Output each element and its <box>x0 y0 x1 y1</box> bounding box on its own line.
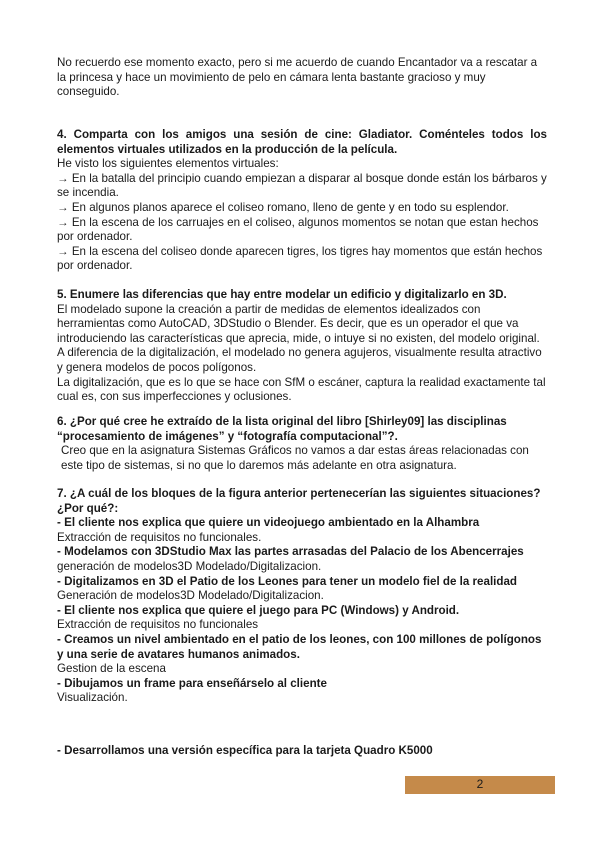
question-5-paragraph-2: La digitalización, que es lo que se hace con SfM o escáner, captura la realidad exactamente tal cual es, con sus imperfecciones y oclusiones. <box>57 375 546 404</box>
question-4-item: → En la escena de los carruajes en el coliseo, algunos momentos se notan que estan hechos por ordenador. <box>57 215 539 244</box>
question-4-item: → En la escena del coliseo donde aparecen tigres, los tigres hay momentos que están hechos por ordenador. <box>57 244 543 273</box>
question-4-item: → En algunos planos aparece el coliseo romano, lleno de gente y en todo su esplendor. <box>57 200 509 214</box>
question-7-section <box>57 487 547 706</box>
question-7-answer: Visualización. <box>57 691 128 705</box>
question-4-item: → En la batalla del principio cuando empiezan a disparar al bosque donde están los bárbaros y se incendia. <box>57 171 547 200</box>
question-4-section <box>57 128 547 274</box>
question-4-title: 4. Comparta con los amigos una sesión de cine: Gladiator. Coménteles todos los elementos virtuales utilizados en la producción de la película. <box>57 128 547 156</box>
intro-text: No recuerdo ese momento exacto, pero si me acuerdo de cuando Encantador va a rescatar a la princesa y hace un movimiento de pelo en cámara lenta bastante gracioso y muy conseguido. <box>57 56 538 99</box>
question-5-title: 5. Enumere las diferencias que hay entre modelar un edificio y digitalizarlo en 3D. <box>57 288 507 301</box>
question-7-situation: - Dibujamos un frame para enseñárselo al cliente <box>57 676 327 690</box>
question-6-title: 6. ¿Por qué cree he extraído de la lista original del libro [Shirley09] las disciplinas “procesamiento de imágenes” y “fotografía computacional”?. <box>57 415 507 443</box>
question-7-situation: - Digitalizamos en 3D el Patio de los Leones para tener un modelo fiel de la realidad <box>57 574 518 588</box>
question-7-situation: - El cliente nos explica que quiere el juego para PC (Windows) y Android. <box>57 603 460 617</box>
question-6-section <box>57 415 547 473</box>
question-7-last-situation: - Desarrollamos una versión específica para la tarjeta Quadro K5000 <box>57 744 433 757</box>
question-7-answer: generación de modelos3D Modelado/Digitalizacion. <box>57 559 322 573</box>
question-7-situation: - Modelamos con 3DStudio Max las partes arrasadas del Palacio de los Abencerrajes <box>57 545 524 559</box>
question-7-answer: Generación de modelos3D Modelado/Digitalizacion. <box>57 589 324 603</box>
question-4-intro: He visto los siguientes elementos virtuales: <box>57 157 279 171</box>
question-7-answer: Extracción de requisitos no funcionales. <box>57 530 262 544</box>
question-5-paragraph-1: El modelado supone la creación a partir de medidas de elementos idealizados con herramientas como AutoCAD, 3DStudio o Blender. Es decir, que es un operador el que va introduciendo las características que aprecia, mide, o intuye si no existen, del modelo original. A diferencia de la digitalización, el modelado no genera agujeros, visualmente resulta atractivo y genera modelos de pocos polígonos. <box>57 302 542 374</box>
intro-paragraph <box>57 56 547 100</box>
question-7-situation: - Creamos un nivel ambientado en el patio de los leones, con 100 millones de polígonos y una serie de avatares humanos animados. <box>57 632 542 661</box>
question-7-title: 7. ¿A cuál de los bloques de la figura anterior pertenecerían las siguientes situaciones? ¿Por qué?: <box>57 487 541 515</box>
page-number: 2 <box>476 777 484 791</box>
footer-page-bar <box>405 776 555 794</box>
question-7-answer: Extracción de requisitos no funcionales <box>57 618 259 632</box>
question-7-answer: Gestion de la escena <box>57 662 166 676</box>
question-5-section <box>57 288 547 405</box>
question-7-situation: - El cliente nos explica que quiere un videojuego ambientado en la Alhambra <box>57 516 480 530</box>
question-6-answer: Creo que en la asignatura Sistemas Gráficos no vamos a dar estas áreas relacionadas con este tipo de sistemas, si no que lo daremos más adelante en otra asignatura. <box>61 444 529 472</box>
question-7-last <box>57 744 547 759</box>
